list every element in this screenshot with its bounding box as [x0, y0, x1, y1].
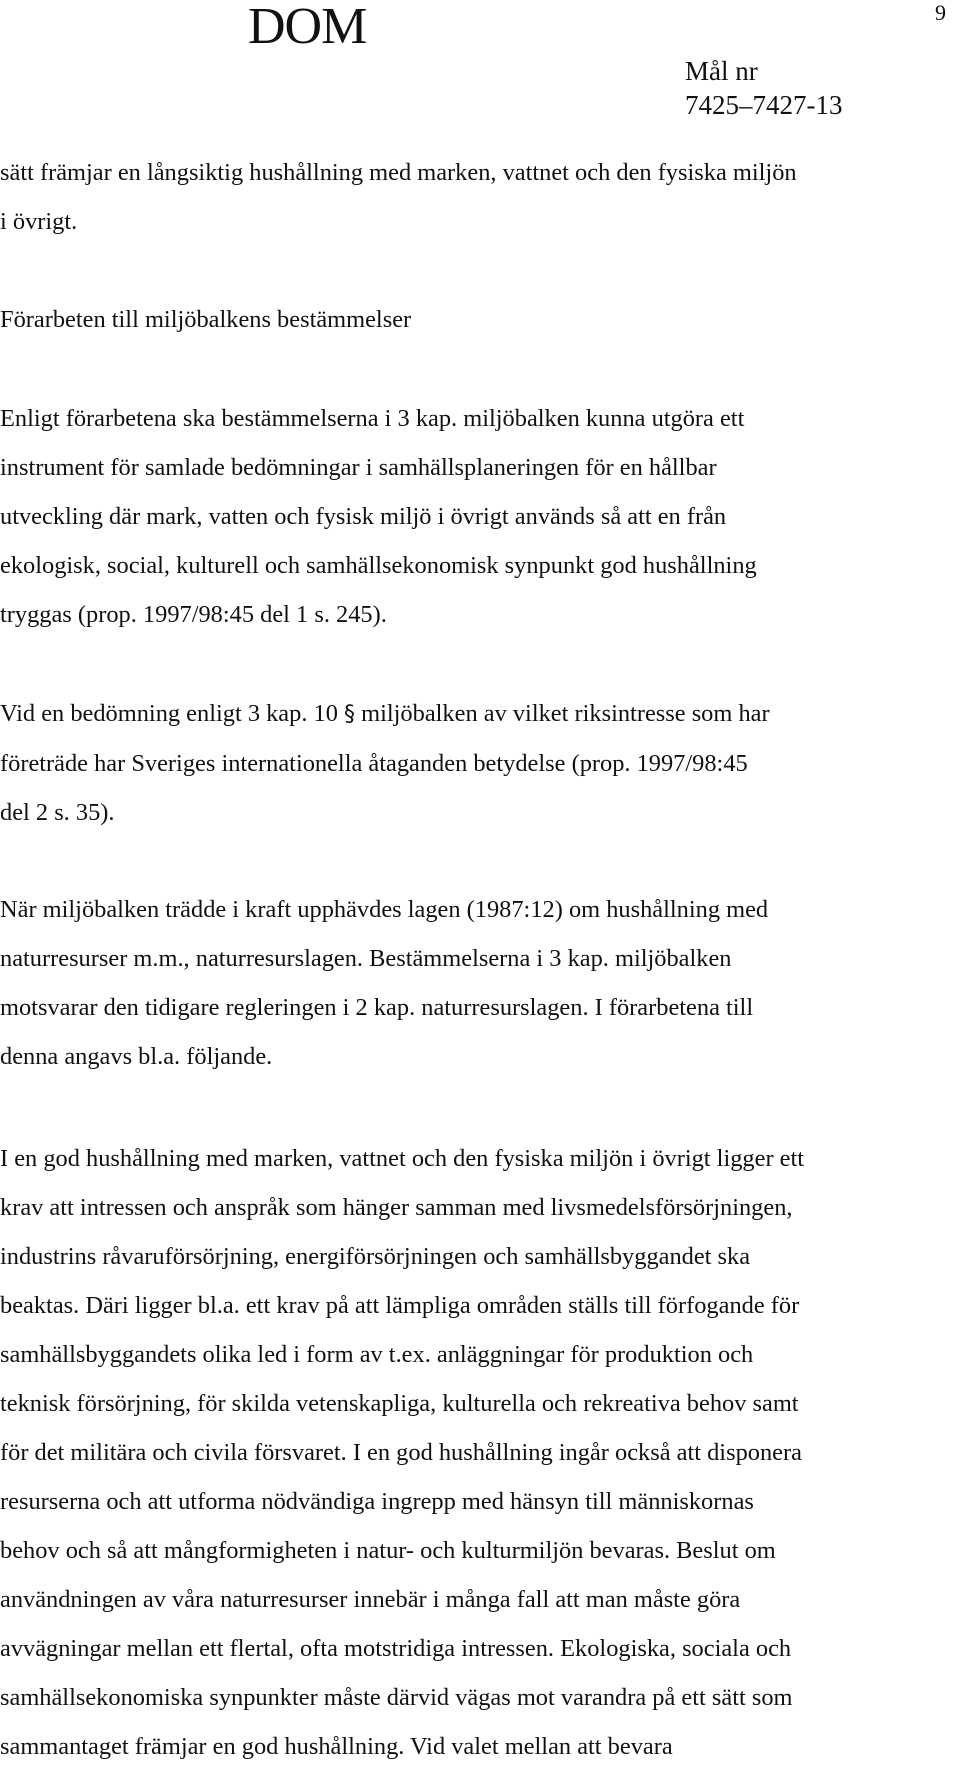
- paragraph-quotation: [0, 1134, 958, 1771]
- section-symbol: §: [344, 702, 356, 727]
- paragraph-text: Enligt förarbetena ska bestämmelserna i 3 kap. miljöbalken kunna utgöra ett instrument för samlade bedömningar i samhällsplaneringen för en hållbar utveckling där mark, vatten och fysisk miljö i övrigt används så att en från ekologisk, social, kulturell och samhällsekonomisk synpunkt god hushållning tryggas (prop. 1997/98:45 del 1 s. 245).: [0, 405, 757, 628]
- heading-text: Förarbeten till miljöbalkens bestämmelser: [0, 306, 412, 333]
- page-number: 9: [935, 0, 946, 25]
- paragraph-intro-continuation: [0, 148, 958, 246]
- paragraph-text: sätt främjar en långsiktig hushållning med marken, vattnet och den fysiska miljön i övrigt.: [0, 159, 797, 235]
- paragraph-natural-resources-act: [0, 885, 958, 1081]
- section-heading: [0, 295, 958, 344]
- paragraph-text: När miljöbalken trädde i kraft upphävdes lagen (1987:12) om hushållning med naturresurser m.m., naturresurslagen. Bestämmelserna i 3 kap. miljöbalken motsvarar den tidigare regleringen i 2 kap. naturresurslagen. I förarbetena till denna angavs bl.a. följande.: [0, 896, 769, 1070]
- paragraph-text: [0, 689, 958, 837]
- paragraph-text-part-1: Vid en bedömning enligt 3 kap. 10: [0, 700, 345, 727]
- case-number-block: [685, 54, 843, 122]
- paragraph-preparatory-works: [0, 394, 958, 639]
- case-number: 7425–7427-13: [685, 90, 843, 120]
- paragraph-text-part-2: miljöbalken av vilket riksintresse som har företräde har Sveriges internationella åtaganden betydelse (prop. 1997/98:45 del 2 s. 35).: [0, 700, 770, 826]
- document-title: DOM: [248, 0, 367, 55]
- case-label: Mål nr: [685, 56, 758, 86]
- paragraph-text: I en god hushållning med marken, vattnet och den fysiska miljön i övrigt ligger ett krav att intressen och anspråk som hänger samman med livsmedelsförsörjningen, industrins råvaruförsörjning, energiförsörjningen och samhällsbyggandet ska beaktas. Däri ligger bl.a. ett krav på att lämpliga områden ställs till förfogande för samhällsbyggandets olika led i form av t.ex. anläggningar för produktion och teknisk försörjning, för skilda vetenskapliga, kulturella och rekreativa behov samt för det militära och civila försvaret. I en god hushållning ingår också att disponera resurserna och att utforma nödvändiga ingrepp med hänsyn till människornas behov och så att mångformigheten i natur- och kulturmiljön bevaras. Beslut om användningen av våra naturresurser innebär i många fall att man måste göra avvägningar mellan ett flertal, ofta motstridiga intressen. Ekologiska, sociala och samhällsekonomiska synpunkter måste därvid vägas mot varandra på ett sätt som sammantaget främjar en god hushållning. Vid valet mellan att bevara: [0, 1145, 805, 1760]
- paragraph-national-interest: [0, 689, 958, 837]
